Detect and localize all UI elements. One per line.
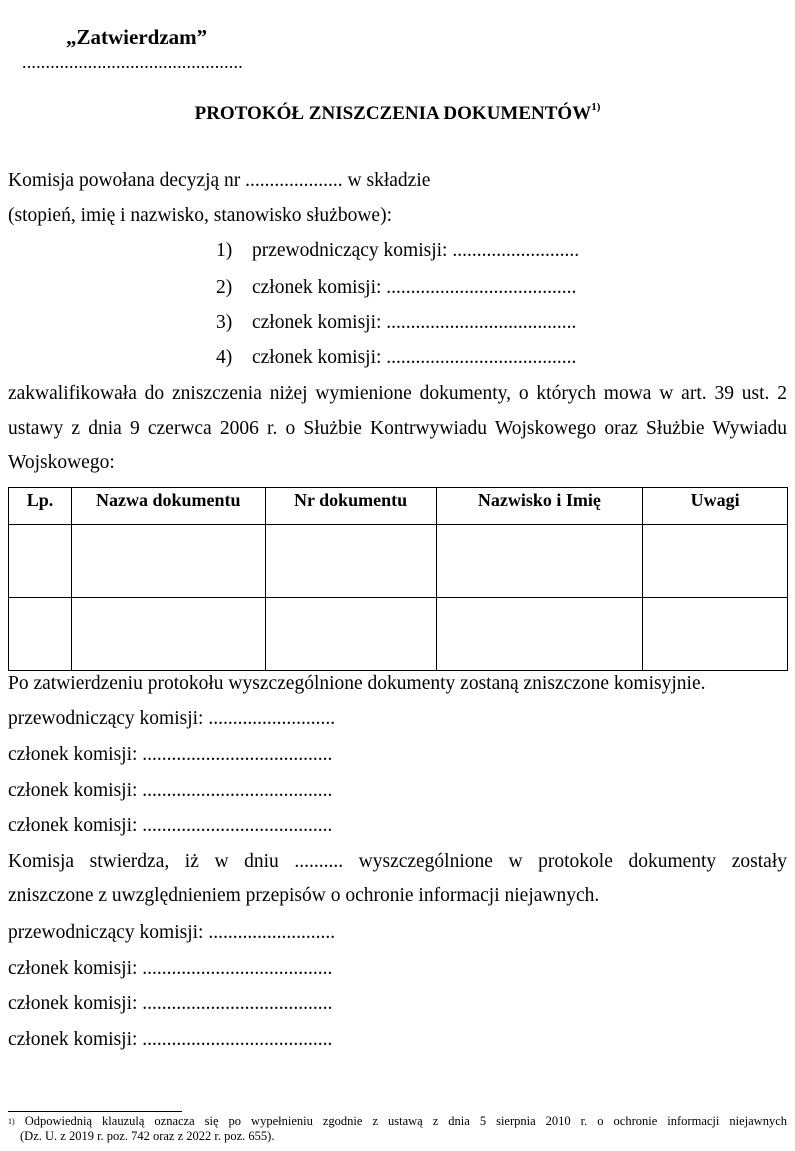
signature-member-1b: członek komisji: ....................................... [8,780,333,801]
member-number: 1) [216,240,233,261]
intro-line-2: (stopień, imię i nazwisko, stanowisko służbowe): [8,205,392,226]
member-3 [216,312,576,334]
table-cell[interactable] [71,598,265,671]
qualified-line-1: zakwalifikowała do zniszczenia niżej wymienione dokumenty, o których mowa w art. 39 ust. 2 [8,383,787,404]
signature-member-2a: członek komisji: ....................................... [8,958,333,979]
footnote-text-1: Odpowiednią klauzulą oznacza się po wypełnieniu zgodnie z ustawą z dnia 5 sierpnia 2010 r. o ochronie informacji niejawnych [24,1114,787,1128]
statement-line-1: Komisja stwierdza, iż w dniu .......... wyszczególnione w protokole dokumenty zostały [8,851,787,872]
table-cell[interactable] [643,525,788,598]
member-2 [216,277,576,299]
intro-line-1: Komisja powołana decyzją nr .................... w składzie [8,170,431,191]
member-text: członek komisji: ....................................... [252,347,577,368]
member-number: 3) [216,312,233,333]
footnote-line-1 [8,1114,787,1129]
after-approval-text: Po zatwierdzeniu protokołu wyszczególnione dokumenty zostaną zniszczone komisyjnie. [8,673,706,694]
signature-member-2b: członek komisji: ....................................... [8,993,333,1014]
title-text: PROTOKÓŁ ZNISZCZENIA DOKUMENTÓW [194,103,592,124]
signature-member-1c: członek komisji: ....................................... [8,815,333,836]
member-text: przewodniczący komisji: .......................... [252,240,580,261]
member-number: 4) [216,347,233,368]
table-cell[interactable] [71,525,265,598]
column-header-lp: Lp. [9,488,72,525]
member-4 [216,347,576,369]
footnote-line-2: (Dz. U. z 2019 r. poz. 742 oraz z 2022 r. poz. 655). [20,1129,275,1143]
column-header-document-name: Nazwa dokumentu [71,488,265,525]
member-1 [216,240,579,262]
approval-heading: „Zatwierdzam” [66,25,208,49]
table-row [9,525,788,598]
signature-chair-1: przewodniczący komisji: .......................... [8,708,336,729]
signature-member-2c: członek komisji: ....................................... [8,1029,333,1050]
documents-table [8,487,788,671]
member-number: 2) [216,277,233,298]
approval-signature-line: ............................................... [22,52,243,72]
table-cell[interactable] [436,598,643,671]
table-cell[interactable] [643,598,788,671]
table-row [9,598,788,671]
signature-member-1a: członek komisji: ....................................... [8,744,333,765]
column-header-remarks: Uwagi [643,488,788,525]
statement-line-2: zniszczone z uwzględnieniem przepisów o ochronie informacji niejawnych. [8,885,600,906]
qualified-line-3: Wojskowego: [8,452,115,473]
column-header-document-number: Nr dokumentu [265,488,436,525]
title-footnote-mark: 1) [591,101,601,113]
footnote-mark: 1) [8,1117,15,1126]
table-cell[interactable] [265,525,436,598]
column-header-name: Nazwisko i Imię [436,488,643,525]
document-title [0,103,795,125]
member-text: członek komisji: ....................................... [252,312,577,333]
table-cell[interactable] [265,598,436,671]
table-cell[interactable] [436,525,643,598]
table-header-row [9,488,788,525]
footnote-separator [8,1111,182,1112]
signature-chair-2: przewodniczący komisji: .......................... [8,922,336,943]
table-cell[interactable] [9,598,72,671]
qualified-line-2: ustawy z dnia 9 czerwca 2006 r. o Służbie Kontrwywiadu Wojskowego oraz Służbie Wywiadu [8,418,787,439]
member-text: członek komisji: ....................................... [252,277,577,298]
table-cell[interactable] [9,525,72,598]
